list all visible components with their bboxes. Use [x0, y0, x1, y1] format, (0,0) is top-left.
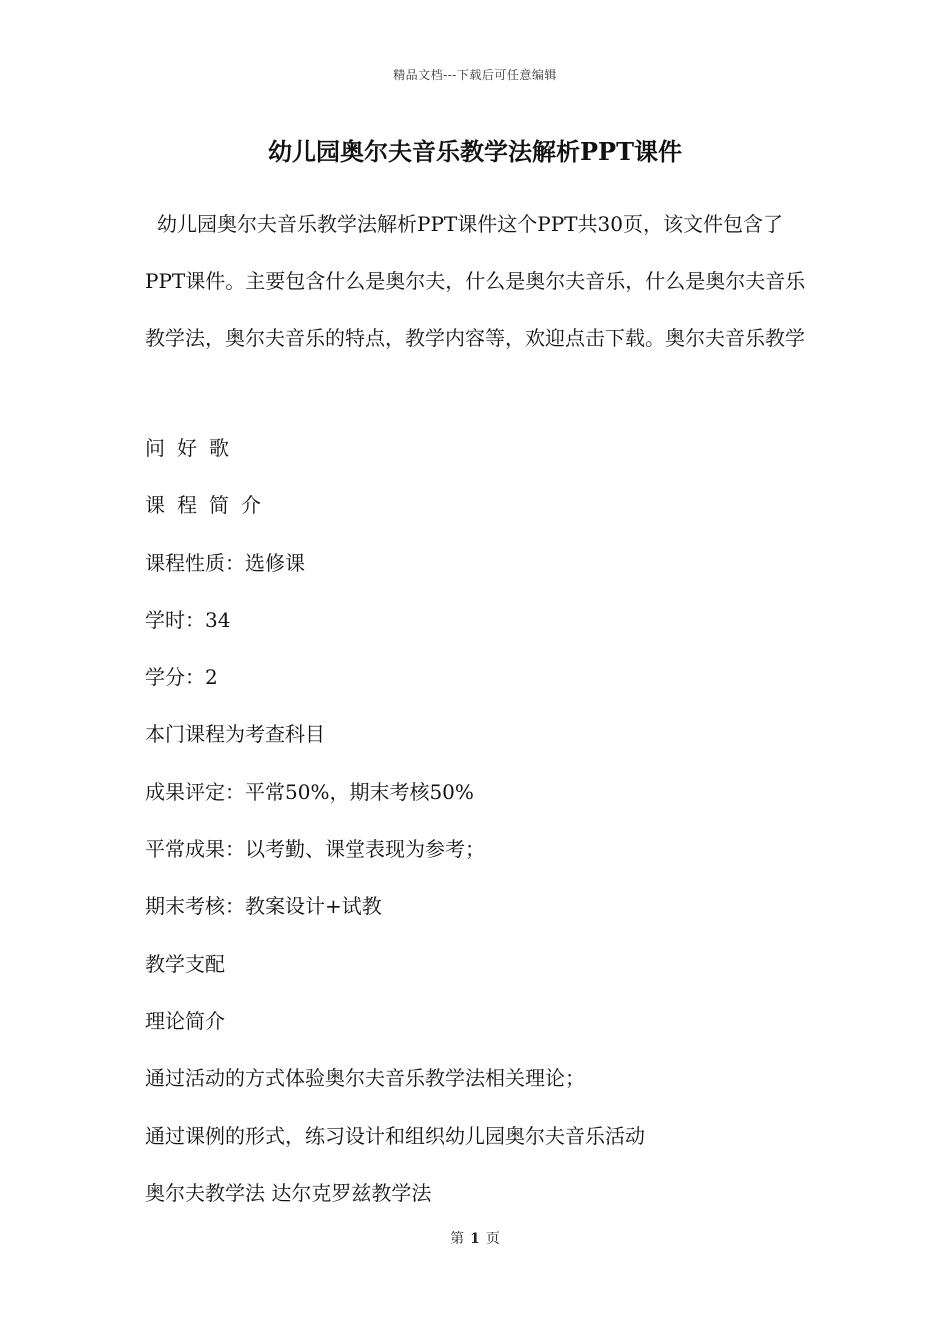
line-final-exam: 期末考核：教案设计+试教 — [145, 894, 382, 919]
line-methods: 奥尔夫教学法 达尔克罗兹教学法 — [145, 1180, 432, 1205]
line-lesson-practice: 通过课例的形式，练习设计和组织幼儿园奥尔夫音乐活动 — [145, 1123, 645, 1148]
footer-prefix: 第 — [450, 1231, 465, 1247]
line-exam-type: 本门课程为考查科目 — [145, 722, 325, 747]
line-hours: 学时：34 — [145, 607, 231, 632]
line-activity-experience: 通过活动的方式体验奥尔夫音乐教学法相关理论； — [145, 1066, 585, 1091]
page-header: 精品文档---下载后可任意编辑 — [393, 68, 557, 82]
line-course-nature: 课程性质：选修课 — [145, 550, 305, 575]
line-grading: 成果评定：平常50%，期末考核50% — [145, 779, 474, 804]
line-greeting-song: 问好歌 — [145, 436, 241, 460]
footer-suffix: 页 — [485, 1231, 500, 1247]
line-theory-intro: 理论简介 — [145, 1008, 225, 1033]
line-credits: 学分：2 — [145, 665, 218, 690]
line-teaching-arrangement: 教学支配 — [145, 951, 225, 976]
line-regular-grade: 平常成果：以考勤、课堂表现为参考； — [145, 837, 485, 862]
page-footer — [0, 1228, 950, 1248]
content-lines — [145, 420, 810, 1222]
page-number: 1 — [470, 1231, 480, 1247]
line-course-intro: 课程简介 — [145, 493, 273, 518]
document-title: 幼儿园奥尔夫音乐教学法解析PPT课件 — [268, 137, 682, 166]
intro-paragraph: 幼儿园奥尔夫音乐教学法解析PPT课件这个PPT共30页，该文件包含了PPT课件。主要包含什么是奥尔夫，什么是奥尔夫音乐，什么是奥尔夫音乐教学法，奥尔夫音乐的特点，教学内容等，欢迎点击下载。奥尔夫音乐教学 — [145, 212, 806, 350]
